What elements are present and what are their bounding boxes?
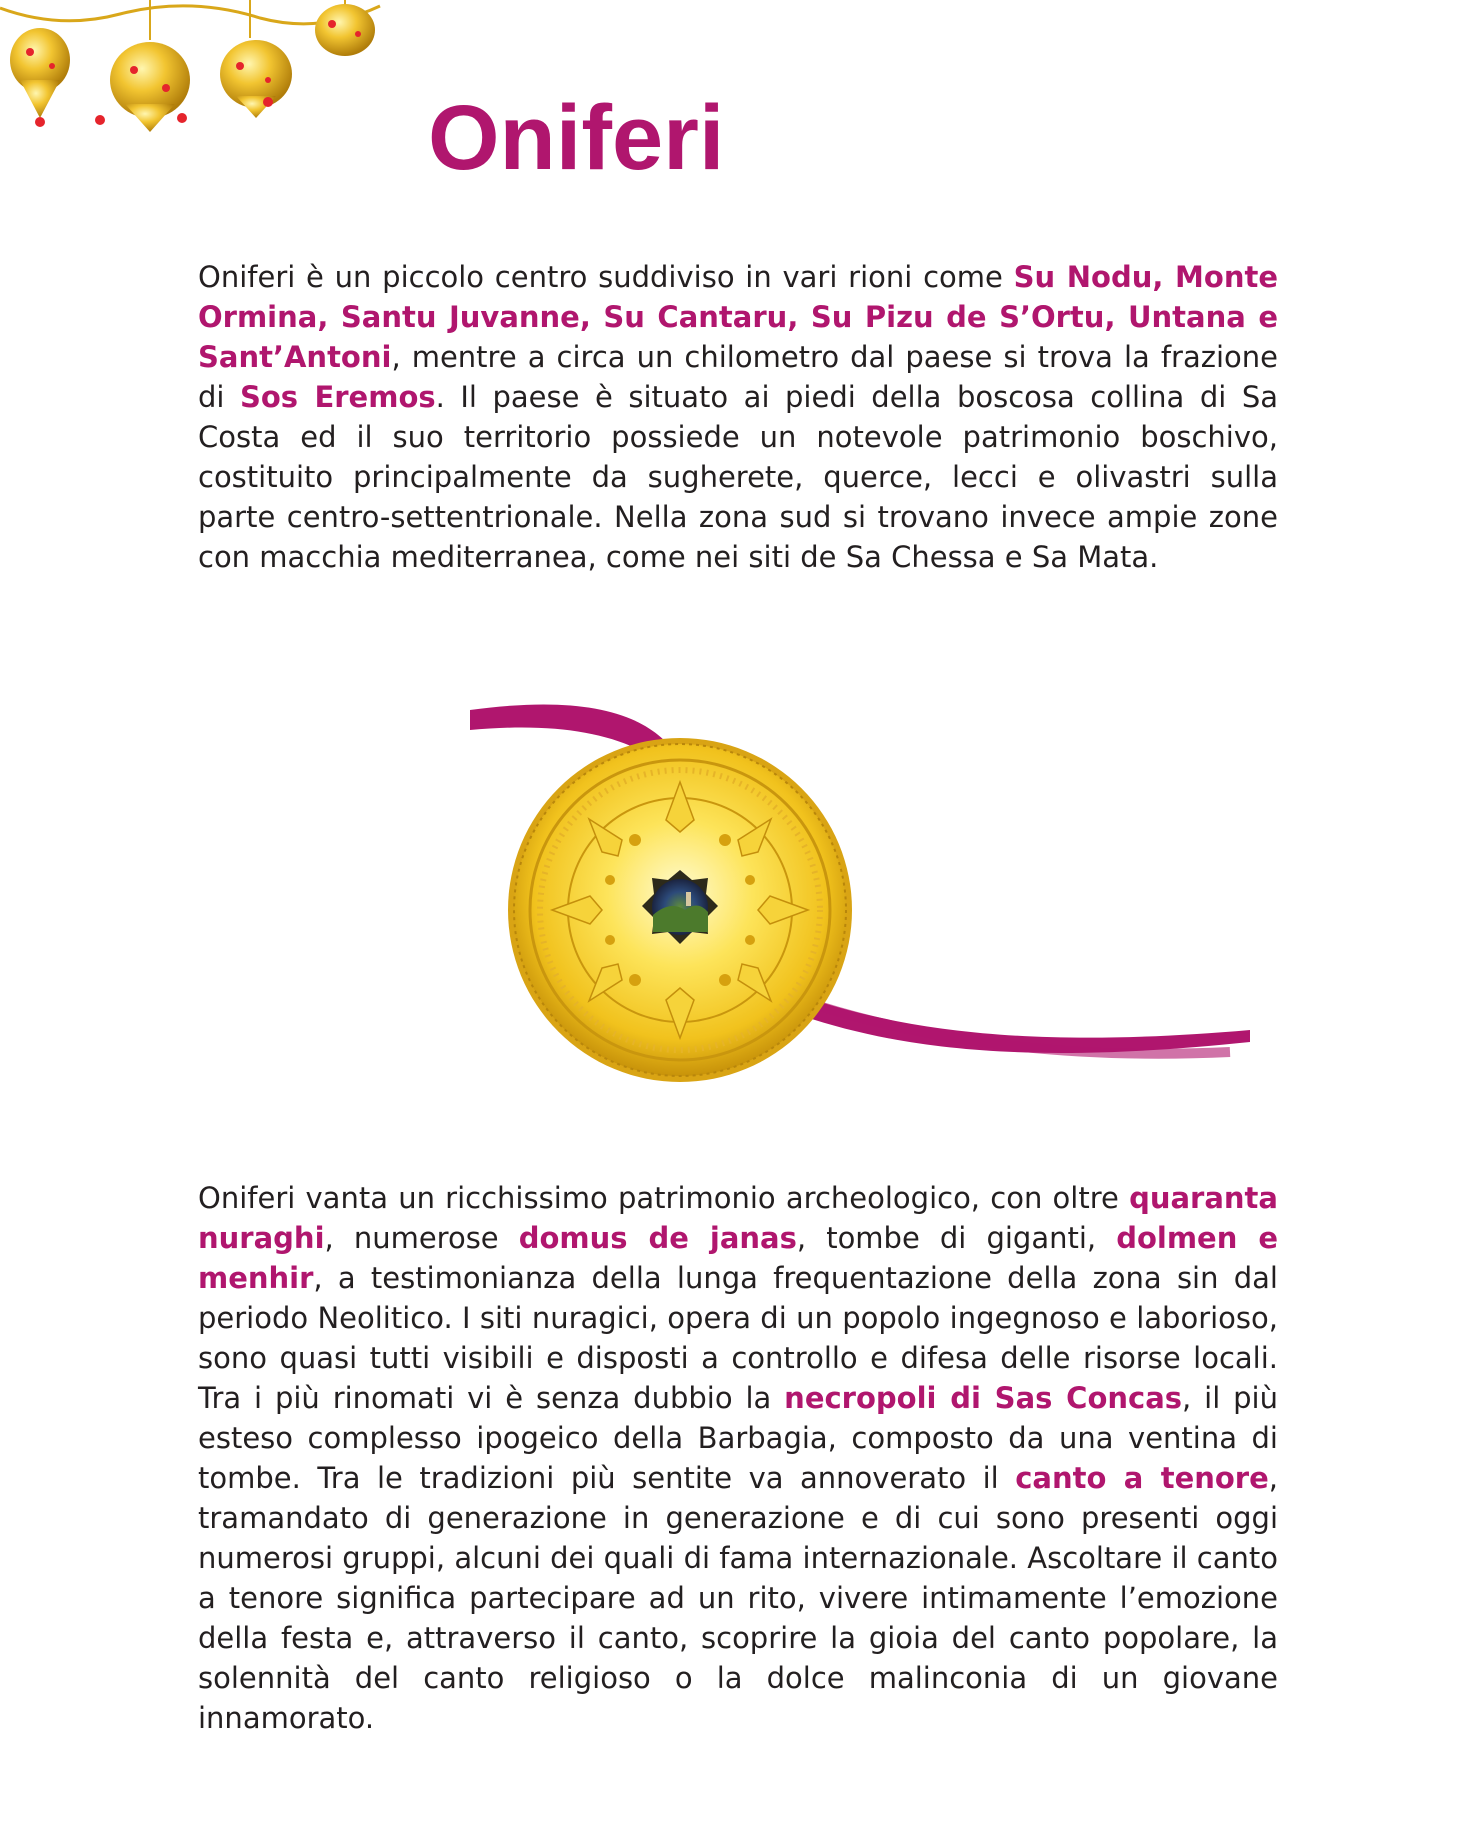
highlight-nuraghi: quaranta nuraghi	[198, 1181, 1278, 1255]
gold-medallion-emblem	[460, 700, 1260, 1100]
highlight-canto-a-tenore: canto a tenore	[1015, 1461, 1269, 1495]
text-segment: , tramandato di generazione in generazione e di cui sono presenti oggi numerosi gruppi, alcuni dei quali di fama internazionale. Ascoltare il canto a tenore significa partecipare ad un rito, vivere intimamente l’emozione della festa e, attraverso il canto, scoprire la gioia del canto popolare, la solennità del canto religioso o la dolce malinconia di un giovane innamorato.	[198, 1461, 1279, 1735]
highlight-domus-de-janas: domus de janas	[518, 1221, 797, 1255]
heritage-paragraph	[198, 1178, 1278, 1738]
text-segment: . Il paese è situato ai piedi della boscosa collina di Sa Costa ed il suo territorio possiede un notevole patrimonio boschivo, costituito principalmente da sugherete, querce, lecci e olivastri sulla parte centro-settentrionale. Nella zona sud si trovano invece ampie zone con macchia mediterranea, come nei siti de Sa Chessa e Sa Mata.	[198, 380, 1278, 574]
highlight-sos-eremos: Sos Eremos	[239, 380, 436, 414]
text-segment: , tombe di giganti,	[796, 1221, 1117, 1255]
text-segment: , numerose	[324, 1221, 519, 1255]
text-segment: Oniferi è un piccolo centro suddiviso in vari rioni come	[198, 260, 1014, 294]
text-segment: , mentre a circa un chilometro dal paese si trova la frazione di	[198, 340, 1278, 414]
text-segment: Oniferi vanta un ricchissimo patrimonio archeologico, con oltre	[198, 1181, 1130, 1215]
highlight-districts: Su Nodu, Monte Ormina, Santu Juvanne, Su Cantaru, Su Pizu de S’Ortu, Untana e Sant’Antoni	[198, 260, 1278, 374]
gold-ornaments-decoration	[0, 0, 420, 150]
page-title: Oniferi	[428, 87, 725, 189]
highlight-necropoli: necropoli di Sas Concas	[784, 1381, 1183, 1415]
text-segment: , il più esteso complesso ipogeico della Barbagia, composto da una ventina di tombe. Tra le tradizioni più sentite va annoverato il	[198, 1381, 1278, 1495]
highlight-dolmen-menhir: dolmen e menhir	[198, 1221, 1278, 1295]
intro-paragraph	[198, 257, 1278, 577]
text-segment: , a testimonianza della lunga frequentazione della zona sin dal periodo Neolitico. I siti nuragici, opera di un popolo ingegnoso e laborioso, sono quasi tutti visibili e disposti a controllo e difesa delle risorse locali. Tra i più rinomati vi è senza dubbio la	[198, 1261, 1278, 1415]
